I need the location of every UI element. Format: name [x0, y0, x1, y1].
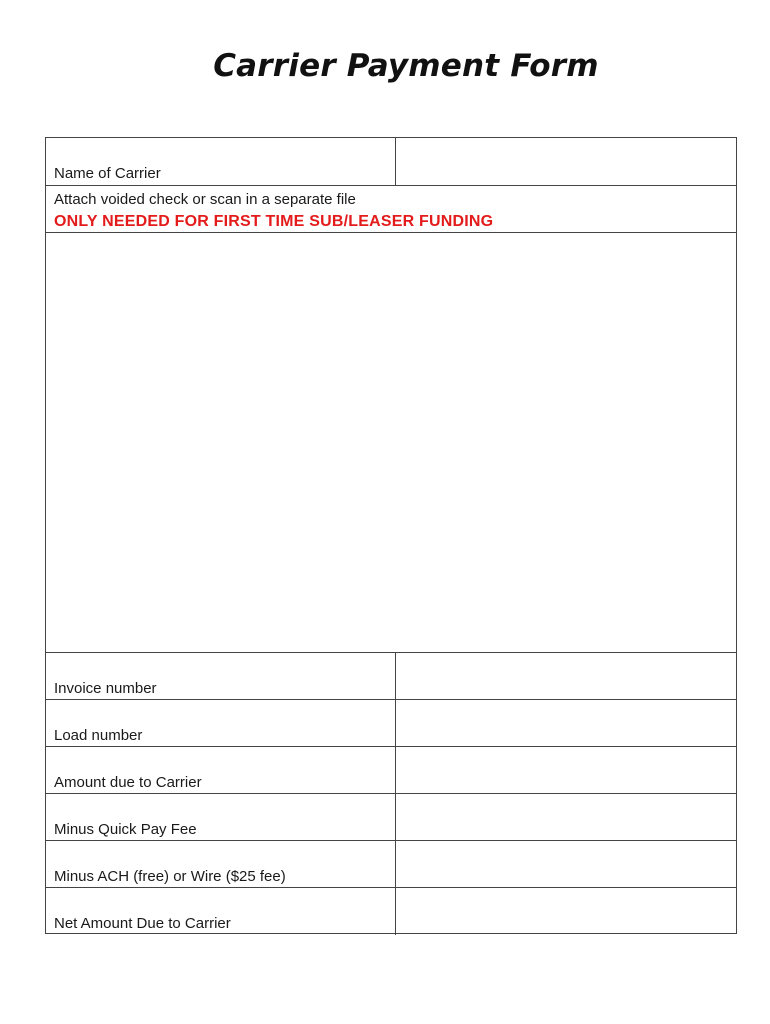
- invoice-number-field[interactable]: [396, 653, 736, 699]
- first-time-warning: ONLY NEEDED FOR FIRST TIME SUB/LEASER FUNDING: [54, 213, 494, 230]
- invoice-number-label: Invoice number: [54, 680, 157, 697]
- ach-wire-field[interactable]: [396, 841, 736, 887]
- ach-wire-label: Minus ACH (free) or Wire ($25 fee): [54, 868, 286, 885]
- carrier-name-row: [46, 138, 736, 186]
- carrier-name-cell: [395, 138, 736, 185]
- carrier-name-label: Name of Carrier: [54, 165, 161, 182]
- load-number-cell: [395, 700, 736, 746]
- attachment-instruction: Attach voided check or scan in a separate file: [54, 191, 356, 208]
- load-number-field[interactable]: [396, 700, 736, 746]
- table-row: [46, 747, 736, 794]
- amount-due-cell: [395, 747, 736, 793]
- attachment-row: [46, 186, 736, 233]
- check-attachment-area[interactable]: [46, 233, 736, 653]
- amount-due-label: Amount due to Carrier: [54, 774, 202, 791]
- ach-wire-cell: [395, 841, 736, 887]
- amount-due-field[interactable]: [396, 747, 736, 793]
- table-row: [46, 700, 736, 747]
- load-number-label: Load number: [54, 727, 143, 744]
- net-amount-field[interactable]: [396, 888, 736, 935]
- quick-pay-fee-field[interactable]: [396, 794, 736, 840]
- quick-pay-fee-label: Minus Quick Pay Fee: [54, 821, 197, 838]
- table-row: [46, 841, 736, 888]
- net-amount-label: Net Amount Due to Carrier: [54, 915, 231, 932]
- payment-form: [45, 137, 737, 934]
- table-row: [46, 653, 736, 700]
- carrier-name-field[interactable]: [396, 138, 736, 185]
- page-title: Carrier Payment Form: [213, 48, 599, 84]
- invoice-number-cell: [395, 653, 736, 699]
- table-row: [46, 888, 736, 935]
- net-amount-cell: [395, 888, 736, 935]
- quick-pay-fee-cell: [395, 794, 736, 840]
- table-row: [46, 794, 736, 841]
